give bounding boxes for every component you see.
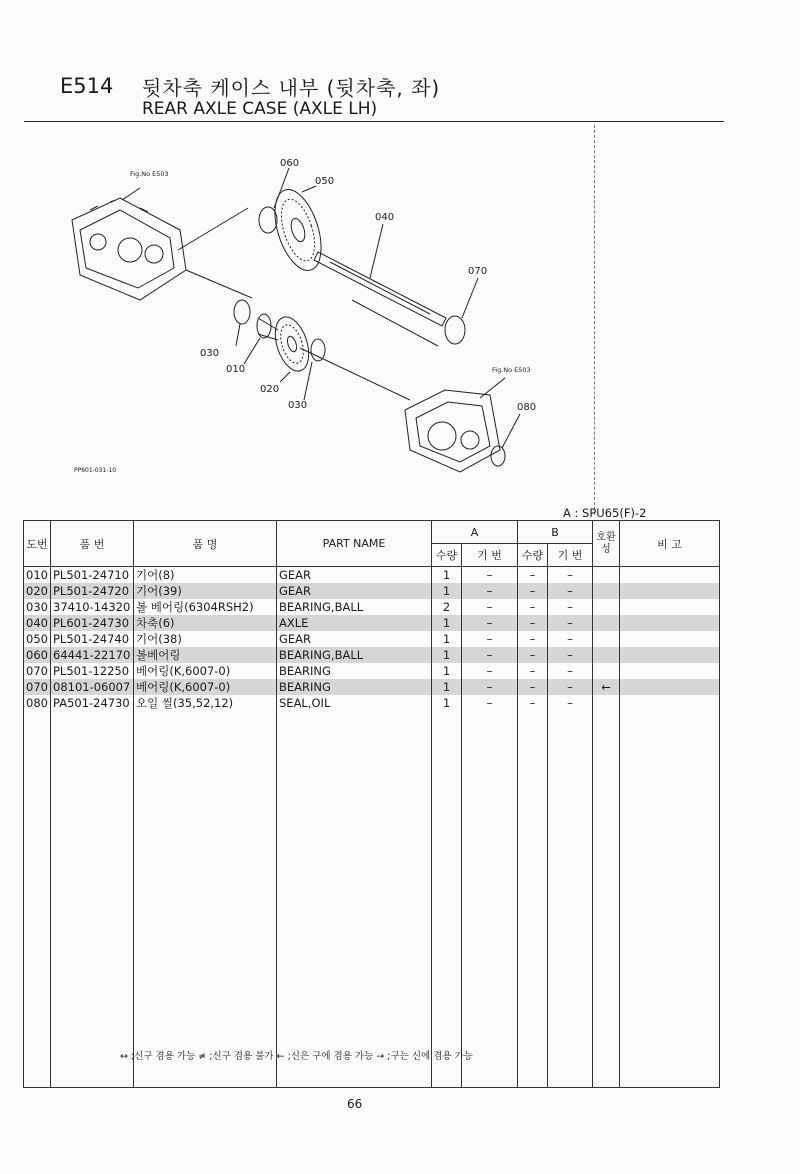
empty-cell [593,711,620,1088]
part-name-ko-cell: 차축(6) [134,615,277,631]
ref-no-cell: 010 [24,567,51,584]
part-no-cell: 08101-06007 [51,679,134,695]
ref-no-cell: 050 [24,631,51,647]
part-no-cell: PL501-24740 [51,631,134,647]
section-code: E514 [60,74,114,98]
remarks-cell [620,583,720,599]
table-row [24,583,720,599]
table-row [24,631,720,647]
part-no-cell: PL501-12250 [51,663,134,679]
qty-a-cell: 1 [432,663,462,679]
empty-cell [432,711,462,1088]
empty-cell [24,711,51,1088]
qty-b-cell: – [518,599,548,615]
qty-a-cell: 1 [432,631,462,647]
empty-cell [51,711,134,1088]
interchange-cell [593,583,620,599]
model-no-b-cell: – [548,663,593,679]
model-no-a-cell: – [462,647,518,663]
model-no-a-cell: – [462,599,518,615]
callout-030-right: 030 [288,400,308,411]
part-name-cell: AXLE [277,615,432,631]
model-no-a-cell: – [462,631,518,647]
part-no-cell: 37410-14320 [51,599,134,615]
ref-no-cell: 080 [24,695,51,711]
qty-b-cell: – [518,631,548,647]
right-axle-case-drawing [405,390,500,472]
remarks-cell [620,663,720,679]
part-name-ko-cell: 볼 베어링(6304RSH2) [134,599,277,615]
part-name-ko-cell: 기어(39) [134,583,277,599]
col-model-no-b: 기 번 [548,544,593,567]
qty-b-cell: – [518,583,548,599]
qty-a-cell: 1 [432,679,462,695]
qty-b-cell: – [518,567,548,584]
empty-cell [462,711,518,1088]
compatibility-legend: ↔ ;신구 겸용 가능 ≠ ;신구 겸용 불가 ← ;신은 구에 겸용 가능 → ;구는 신에 겸용 가능 [120,1051,473,1062]
table-row [24,679,720,695]
part-no-cell: PA501-24730 [51,695,134,711]
col-part-name-ko: 품 명 [134,521,277,567]
model-no-a-cell: – [462,679,518,695]
col-interchange: 호환성 [593,521,620,567]
part-name-cell: BEARING [277,679,432,695]
ref-no-cell: 030 [24,599,51,615]
col-model-no-a: 기 번 [462,544,518,567]
page-number: 66 [347,1097,363,1111]
qty-a-cell: 1 [432,615,462,631]
empty-cell [277,711,432,1088]
table-header-row [24,521,720,544]
table-row [24,567,720,584]
interchange-cell [593,567,620,584]
part-name-ko-cell: 베어링(K,6007-0) [134,663,277,679]
part-no-cell: PL501-24710 [51,567,134,584]
col-qty-a: 수량 [432,544,462,567]
empty-cell [134,711,277,1088]
col-group-a: A [432,521,518,544]
part-name-cell: BEARING,BALL [277,647,432,663]
gear-020-drawing [269,313,315,376]
qty-a-cell: 1 [432,567,462,584]
interchange-cell [593,647,620,663]
header-rule [24,121,724,122]
interchange-cell: ← [593,679,620,695]
part-name-ko-cell: 기어(38) [134,631,277,647]
ref-no-cell: 020 [24,583,51,599]
col-group-b: B [518,521,593,544]
part-name-cell: SEAL,OIL [277,695,432,711]
callout-070: 070 [468,266,488,277]
part-name-cell: GEAR [277,631,432,647]
remarks-cell [620,599,720,615]
ref-no-cell: 070 [24,679,51,695]
table-row [24,599,720,615]
model-no-b-cell: – [548,567,593,584]
col-part-no: 품 번 [51,521,134,567]
model-no-a-cell: – [462,695,518,711]
interchange-cell [593,663,620,679]
qty-b-cell: – [518,663,548,679]
part-name-cell: GEAR [277,583,432,599]
table-row [24,647,720,663]
exploded-diagram [50,150,590,490]
part-name-ko-cell: 오일 씰(35,52,12) [134,695,277,711]
model-no-a-cell: – [462,663,518,679]
remarks-cell [620,647,720,663]
interchange-cell [593,599,620,615]
part-name-cell: BEARING [277,663,432,679]
model-no-a-cell: – [462,567,518,584]
model-no-b-cell: – [548,631,593,647]
remarks-cell [620,567,720,584]
col-part-name: PART NAME [277,521,432,567]
remarks-cell [620,695,720,711]
callout-040: 040 [375,212,395,223]
fold-line [594,125,595,515]
bearing-060-drawing [259,207,277,233]
part-name-ko-cell: 기어(8) [134,567,277,584]
bearing-030-right-drawing [311,339,325,361]
table-row [24,695,720,711]
model-no-a-cell: – [462,615,518,631]
remarks-cell [620,679,720,695]
callout-050: 050 [315,176,335,187]
qty-b-cell: – [518,695,548,711]
model-no-a-cell: – [462,583,518,599]
remarks-cell [620,631,720,647]
empty-cell [620,711,720,1088]
part-name-cell: GEAR [277,567,432,584]
callout-080: 080 [517,402,537,413]
col-ref-no: 도번 [24,521,51,567]
table-row [24,663,720,679]
diagram-ref-code: PP601-031-10 [74,467,117,474]
left-axle-case-drawing [72,198,186,300]
empty-cell [548,711,593,1088]
model-no-b-cell: – [548,599,593,615]
part-name-ko-cell: 볼베어링 [134,647,277,663]
callout-030-left: 030 [200,348,220,359]
model-no-b-cell: – [548,615,593,631]
part-no-cell: PL501-24720 [51,583,134,599]
qty-a-cell: 2 [432,599,462,615]
seal-080-drawing [491,446,505,466]
qty-b-cell: – [518,647,548,663]
model-no-b-cell: – [548,679,593,695]
callout-020: 020 [260,384,280,395]
fig-ref-label-top: Fig.No E503 [130,170,169,178]
remarks-cell [620,615,720,631]
gear-050-drawing [266,184,330,276]
callout-010: 010 [226,364,246,375]
bearing-070-drawing [445,316,465,344]
model-no-b-cell: – [548,695,593,711]
bearing-030-left-drawing [234,300,250,324]
callout-060: 060 [280,158,300,169]
ref-no-cell: 060 [24,647,51,663]
model-no-b-cell: – [548,583,593,599]
table-empty-area [24,711,720,1088]
ref-no-cell: 040 [24,615,51,631]
part-name-cell: BEARING,BALL [277,599,432,615]
interchange-cell [593,631,620,647]
qty-a-cell: 1 [432,583,462,599]
page-title-korean: 뒷차축 케이스 내부 (뒷차축, 좌) [142,76,441,100]
qty-b-cell: – [518,615,548,631]
model-label: A : SPU65(F)-2 [563,506,647,520]
interchange-cell [593,695,620,711]
qty-a-cell: 1 [432,695,462,711]
qty-a-cell: 1 [432,647,462,663]
ref-no-cell: 070 [24,663,51,679]
interchange-cell [593,615,620,631]
part-no-cell: PL601-24730 [51,615,134,631]
part-name-ko-cell: 베어링(K,6007-0) [134,679,277,695]
part-no-cell: 64441-22170 [51,647,134,663]
col-qty-b: 수량 [518,544,548,567]
fig-ref-label-bottom: Fig.No E503 [492,366,531,374]
model-no-b-cell: – [548,647,593,663]
table-row [24,615,720,631]
page-title-english: REAR AXLE CASE (AXLE LH) [142,99,378,119]
empty-cell [518,711,548,1088]
parts-table [23,520,720,1088]
col-remarks: 비 고 [620,521,720,567]
qty-b-cell: – [518,679,548,695]
